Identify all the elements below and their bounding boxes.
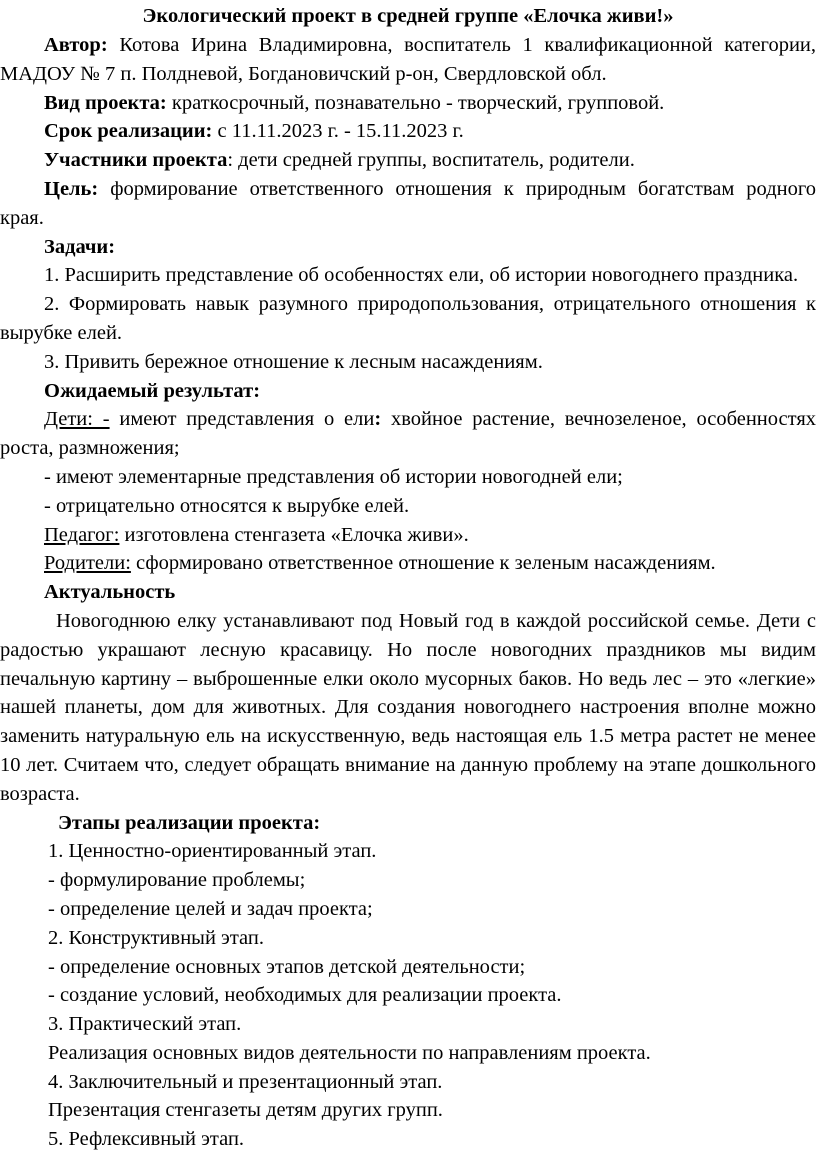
stage-item: 3. Практический этап. xyxy=(48,1013,242,1036)
children-text-1: имеют представления о ели xyxy=(109,408,375,431)
stage-item: - определение целей и задач проекта; xyxy=(48,897,373,920)
parents-text: сформировано ответственное отношение к зеленым насаждениям. xyxy=(130,552,716,575)
participants-label: Участники проекта xyxy=(44,149,228,172)
teacher-text: изготовлена стенгазета «Елочка живи». xyxy=(119,523,469,546)
expected-item: - отрицательно относятся к вырубке елей. xyxy=(44,494,410,517)
term-paragraph xyxy=(0,117,816,146)
expected-parents-paragraph xyxy=(0,549,816,578)
goal-label: Цель: xyxy=(44,177,99,200)
term-label: Срок реализации: xyxy=(44,120,213,143)
task-item: 2. Формировать навык разумного природопользования, отрицательного отношения к вырубке елей. xyxy=(0,293,816,344)
stage-item: 4. Заключительный и презентационный этап. xyxy=(48,1070,443,1093)
project-type-text: краткосрочный, познавательно - творческий, групповой. xyxy=(171,91,665,114)
expected-item: - имеют элементарные представления об истории новогодней ели; xyxy=(44,465,623,488)
project-type-label: Вид проекта: xyxy=(44,91,167,114)
parents-label: Родители: xyxy=(44,552,131,575)
expected-teacher-paragraph xyxy=(0,521,816,550)
children-text-2: хвойное растение, вечнозеленое, особенностях роста, размножения; xyxy=(0,408,816,460)
stage-item: - формулирование проблемы; xyxy=(48,869,306,892)
project-type-paragraph xyxy=(0,89,816,118)
stage-item: - определение основных этапов детской деятельности; xyxy=(48,955,526,978)
task-item: 3. Привить бережное отношение к лесным насаждениям. xyxy=(44,350,543,373)
stage-item: 5. Рефлексивный этап. xyxy=(48,1128,245,1151)
author-label: Автор: xyxy=(44,34,108,56)
stages-heading: Этапы реализации проекта: xyxy=(58,811,321,834)
children-colon: : xyxy=(374,408,382,431)
stage-item: Реализация основных видов деятельности по направлениям проекта. xyxy=(48,1041,651,1064)
author-paragraph xyxy=(0,31,816,89)
task-item: 1. Расширить представление об особенностях ели, об истории новогоднего праздника. xyxy=(44,264,799,287)
goal-paragraph xyxy=(0,175,816,233)
stage-item: 2. Конструктивный этап. xyxy=(48,926,264,949)
relevance-heading: Актуальность xyxy=(44,581,176,604)
tasks-heading: Задачи: xyxy=(44,235,116,258)
expected-heading: Ожидаемый результат: xyxy=(44,379,261,402)
expected-children-paragraph xyxy=(0,405,816,463)
author-text: Котова Ирина Владимировна, воспитатель 1 квалификационной категории, МАДОУ № 7 п. Полдневой, Богдановичский р-он, Свердловской обл. xyxy=(0,34,816,85)
document-title: Экологический проект в средней группе «Елочка живи!» xyxy=(142,5,674,27)
stage-item: 1. Ценностно-ориентированный этап. xyxy=(48,840,377,863)
goal-text: формирование ответственного отношения к природным богатствам родного края. xyxy=(0,177,816,229)
relevance-text: Новогоднюю елку устанавливают под Новый год в каждой российской семье. Дети с радостью украшают лесную красавицу. Но после новогодних праздников мы видим печальную картину – выброшенные елки около мусорных баков. Но ведь лес – это «легкие» нашей планеты, дом для животных. Для создания новогоднего настроения вполне можно заменить натуральную ель на искусственную, ведь настоящая ель 1.5 метра растет не менее 10 лет. Считаем что, следует обращать внимание на данную проблему на этапе дошкольного возраста. xyxy=(0,609,816,805)
stage-item: Презентация стенгазеты детям других групп. xyxy=(48,1099,443,1122)
teacher-label: Педагог: xyxy=(44,523,120,546)
children-label: Дети: - xyxy=(44,408,110,431)
participants-text: : дети средней группы, воспитатель, родители. xyxy=(227,149,635,172)
term-text: с 11.11.2023 г. - 15.11.2023 г. xyxy=(217,120,464,143)
participants-paragraph xyxy=(0,146,816,175)
stage-item: - создание условий, необходимых для реализации проекта. xyxy=(48,984,562,1007)
